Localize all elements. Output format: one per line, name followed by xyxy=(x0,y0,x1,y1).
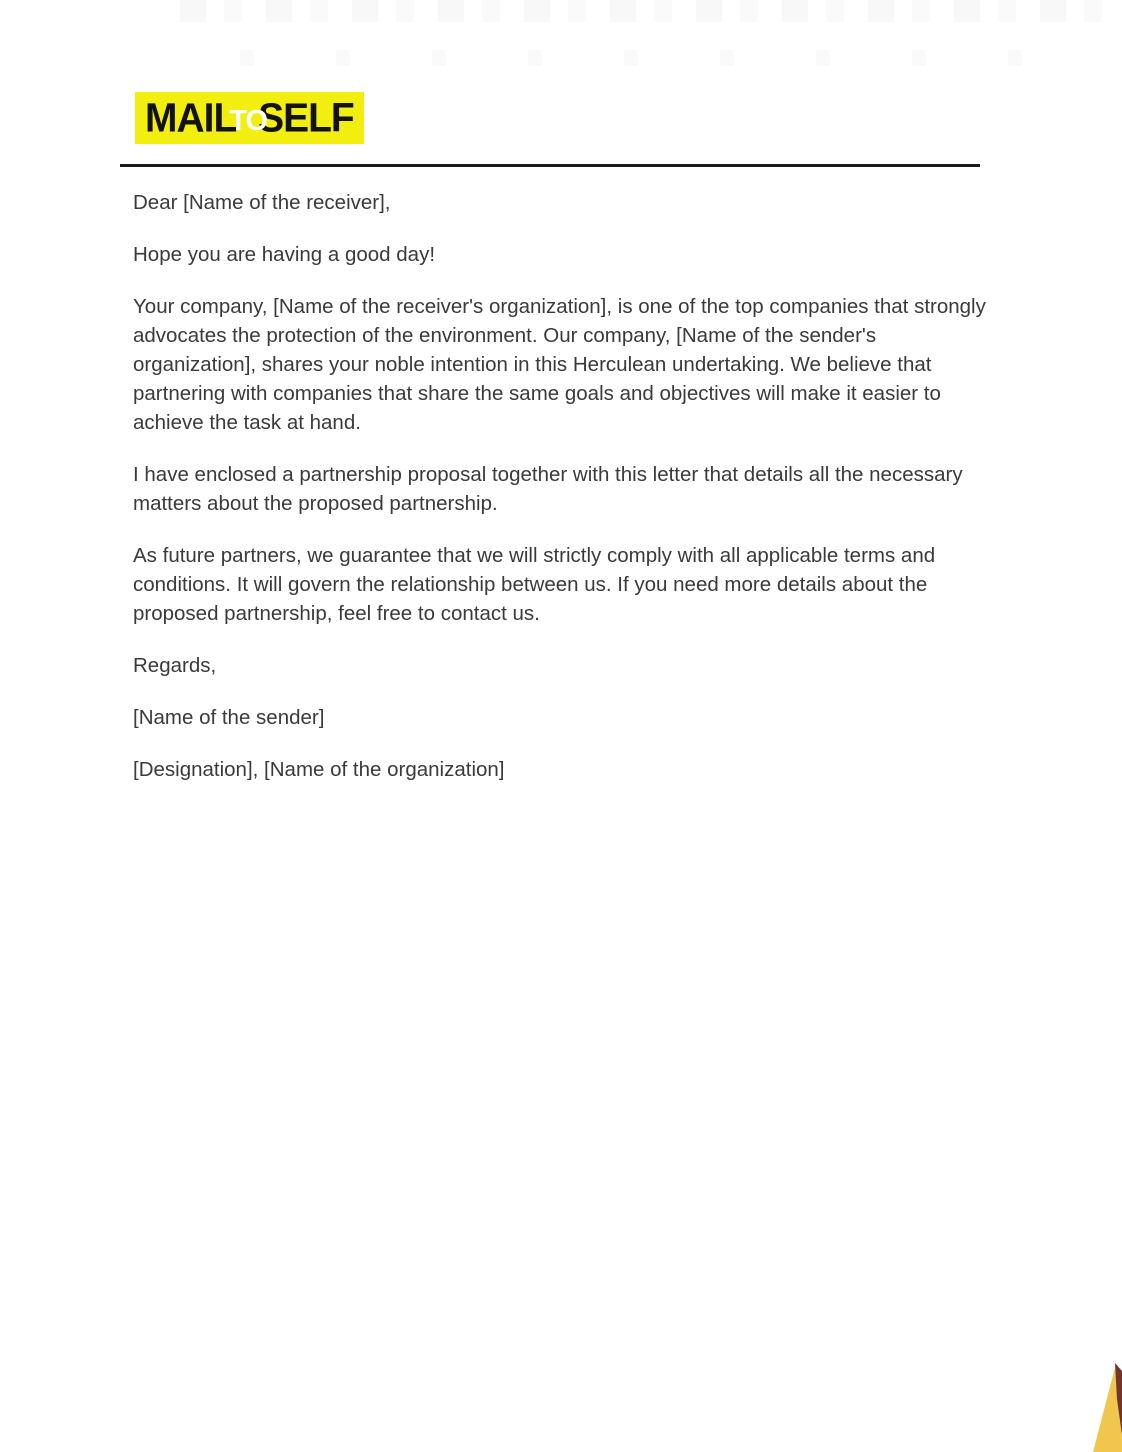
greeting-line: Hope you are having a good day! xyxy=(133,243,436,266)
top-cutoff-text-remnant xyxy=(240,50,1100,66)
sender-name-line: [Name of the sender] xyxy=(133,706,325,729)
letter-paragraph: As future partners, we guarantee that we will strictly comply with all applicable terms and conditions. It will govern the relationship between us. If you need more details about the proposed partnership, feel free to contact us. xyxy=(133,544,936,625)
mail-to-self-logo xyxy=(135,92,364,144)
letter-paragraph: Your company, [Name of the receiver's organization], is one of the top companies that strongly advocates the protection of the environment. Our company, [Name of the sender's organization], shares your noble intention in this Herculean undertaking. We believe that partnering with companies that share the same goals and objectives will make it easier to achieve the task at hand. xyxy=(133,295,986,434)
salutation-line: Dear [Name of the receiver], xyxy=(133,191,391,214)
header-divider-line xyxy=(120,164,980,167)
top-cutoff-text-remnant xyxy=(180,0,1122,22)
logo-text-mail: MAIL xyxy=(145,95,237,141)
letter-body xyxy=(133,188,995,807)
closing-line: Regards, xyxy=(133,654,217,677)
letter-paragraph: I have enclosed a partnership proposal together with this letter that details all the necessary matters about the proposed partnership. xyxy=(133,463,963,515)
logo-text-to: TO xyxy=(229,104,268,137)
corner-ribbon-decoration xyxy=(1082,1357,1122,1452)
sender-designation-line: [Designation], [Name of the organization] xyxy=(133,758,505,781)
logo-text-self: SELF xyxy=(258,95,354,141)
